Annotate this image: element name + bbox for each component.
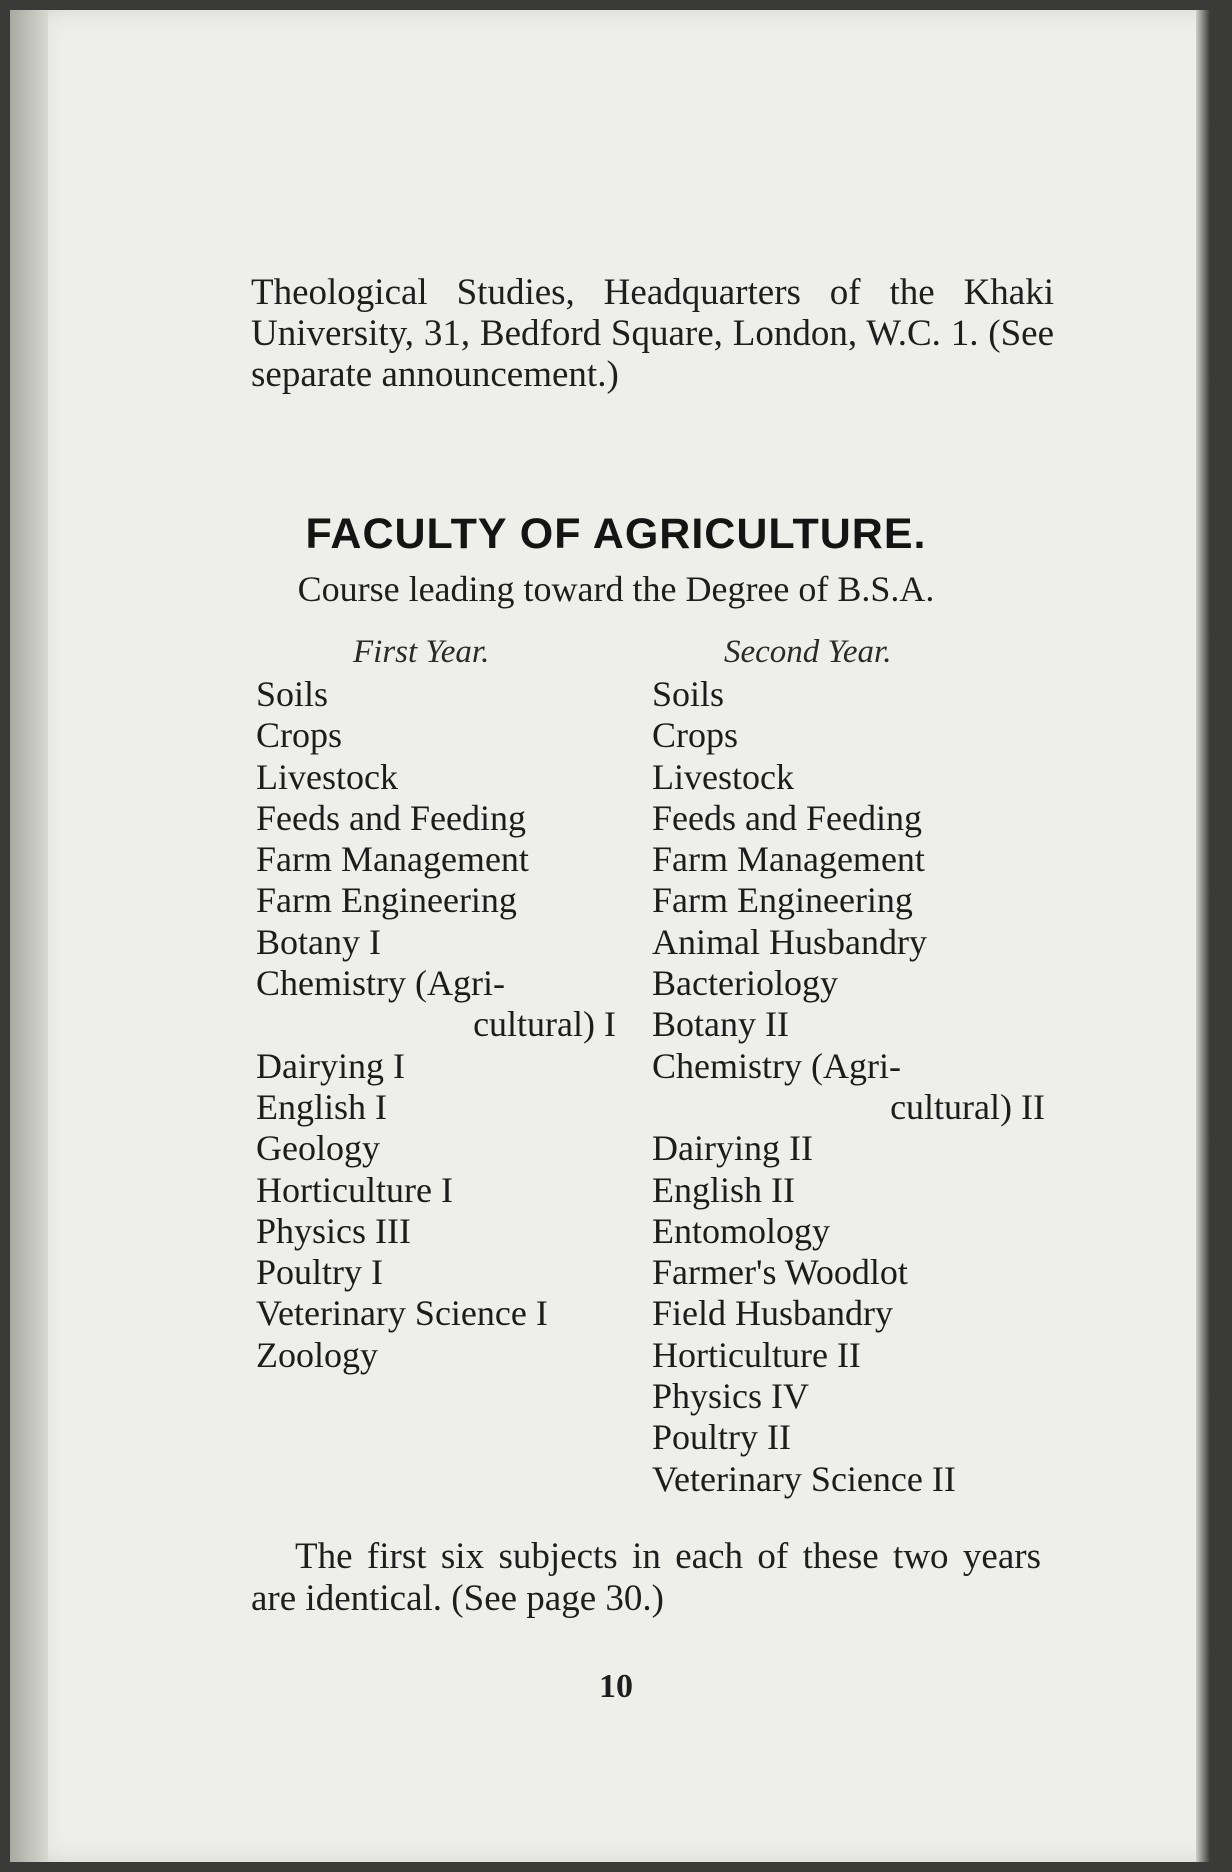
page-number: 10 — [599, 1668, 633, 1705]
first-year-subject-list — [256, 674, 616, 1376]
second-year-subject-list — [652, 674, 1045, 1500]
second-year-title: Second Year. — [724, 634, 892, 670]
subject-item: Livestock — [652, 756, 794, 797]
subject-item: Poultry II — [652, 1417, 791, 1458]
subject-item: Veterinary Science II — [652, 1458, 956, 1499]
subject-item: Bacteriology — [652, 963, 838, 1004]
intro-paragraph: Theological Studies, Headquarters of the Khaki University, 31, Bedford Square, London, W.C. 1. (See separate announcement.) — [251, 272, 1054, 395]
subject-item: Dairying II — [652, 1128, 813, 1169]
subject-item: Farm Engineering — [256, 880, 517, 921]
faculty-heading: FACULTY OF AGRICULTURE. — [305, 510, 927, 558]
subject-item: Zoology — [256, 1334, 378, 1375]
page-spine-shadow — [10, 10, 48, 1862]
subject-item: Horticulture II — [652, 1334, 861, 1375]
subject-item: Farm Engineering — [652, 880, 913, 921]
subject-item: Livestock — [256, 756, 398, 797]
subject-item-continuation: cultural) I — [473, 1004, 616, 1045]
subject-item: Physics IV — [652, 1376, 810, 1417]
subject-item: Field Husbandry — [652, 1293, 893, 1334]
subject-item: Poultry I — [256, 1252, 384, 1293]
subject-item: Dairying I — [256, 1045, 405, 1086]
subject-item — [652, 1046, 1045, 1129]
subject-item: Soils — [256, 674, 329, 714]
subject-item: Feeds and Feeding — [256, 797, 526, 838]
subject-item: Veterinary Science I — [256, 1293, 548, 1334]
footnote-paragraph: The first six subjects in each of these two years are identical. (See page 30.) — [251, 1536, 1041, 1619]
subject-item: Physics III — [256, 1210, 411, 1251]
subject-item: Soils — [652, 674, 725, 714]
subject-item: Farm Management — [652, 839, 925, 880]
page-edge — [1196, 10, 1210, 1862]
subject-item: Crops — [256, 715, 343, 756]
subject-item-line: Chemistry (Agri- — [256, 963, 505, 1004]
subject-item: Feeds and Feeding — [652, 797, 922, 838]
subject-item: Entomology — [652, 1210, 830, 1251]
subject-item: Botany I — [256, 921, 381, 962]
subject-item: Animal Husbandry — [652, 921, 927, 962]
subject-item-continuation: cultural) II — [890, 1086, 1045, 1127]
subject-item: Farm Management — [256, 839, 529, 880]
subject-item: Horticulture I — [256, 1169, 453, 1210]
degree-subheading: Course leading toward the Degree of B.S.A. — [297, 569, 935, 609]
subject-item: Crops — [652, 715, 739, 756]
first-year-title: First Year. — [353, 634, 490, 670]
subject-item: Farmer's Woodlot — [652, 1252, 908, 1293]
subject-item: Botany II — [652, 1004, 789, 1045]
subject-item: English II — [652, 1169, 795, 1210]
subject-item: English I — [256, 1086, 387, 1127]
subject-item — [256, 963, 616, 1046]
subject-item-line: Chemistry (Agri- — [652, 1045, 901, 1086]
subject-item: Geology — [256, 1128, 380, 1169]
